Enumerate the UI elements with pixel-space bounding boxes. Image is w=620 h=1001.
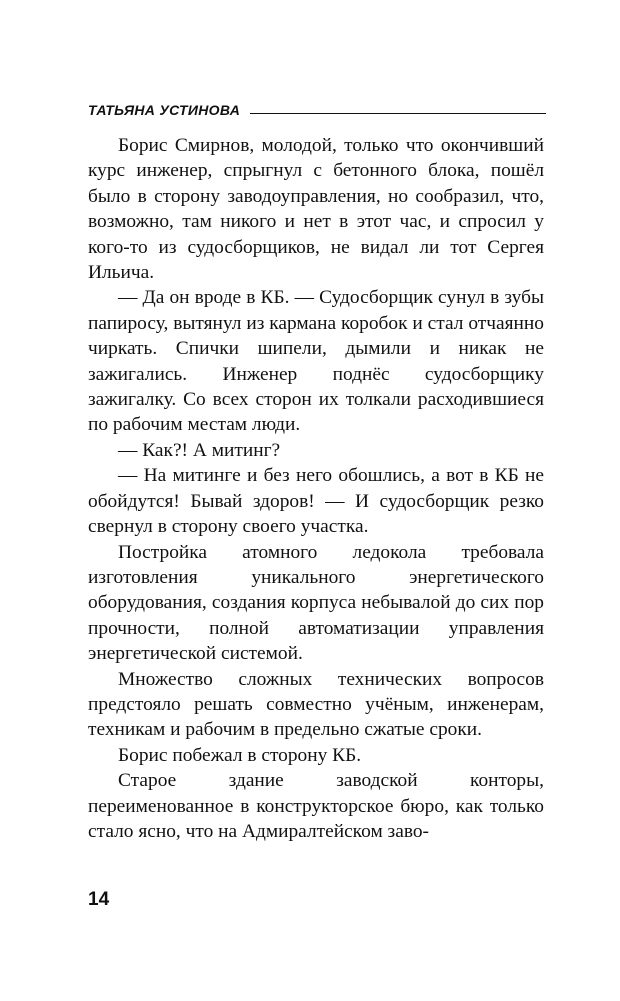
paragraph-3: — Как?! А митинг?: [118, 439, 281, 461]
running-head-rule: [250, 113, 546, 114]
page-number: 14: [88, 889, 110, 910]
running-head: [88, 96, 546, 118]
paragraph-7: Борис побежал в сторону КБ.: [118, 744, 362, 766]
paragraph-5: Постройка атомного ледокола требовала изготовления уникального энергетического оборудования, создания корпуса небывалой до сих пор прочности, полной автоматизации управления энергетической системой.: [88, 541, 544, 665]
paragraph-8: Старое здание заводской конторы, переименованное в конструкторское бюро, как только стало ясно, что на Адмиралтейском заво-: [88, 770, 544, 842]
paragraph-4: — На митинге и без него обошлись, а вот в КБ не обойдутся! Бывай здоров! — И судосборщик резко свернул в сторону своего участка.: [88, 465, 544, 538]
paragraph-1: Борис Смирнов, молодой, только что окончивший курс инженер, спрыгнул с бетонного блока, пошёл было в сторону заводоуправления, но сообразил, что, возможно, там никого и нет в этот час, и спросил у кого-то из судосборщиков, не видал ли тот Сергея Ильича.: [88, 135, 544, 284]
paragraph-6: Множество сложных технических вопросов предстояло решать совместно учёным, инженерам, техникам и рабочим в предельно сжатые сроки.: [88, 668, 544, 741]
running-head-author: ТАТЬЯНА УСТИНОВА: [88, 102, 241, 118]
body-text: [88, 133, 544, 844]
paragraph-2: — Да он вроде в КБ. — Судосборщик сунул в зубы папиросу, вытянул из кармана коробок и стал отчаянно чиркать. Спички шипели, дымили и никак не зажигались. Инженер поднёс судосборщику зажигалку. Со всех сторон их толкали расходившиеся по рабочим местам люди.: [88, 287, 544, 436]
